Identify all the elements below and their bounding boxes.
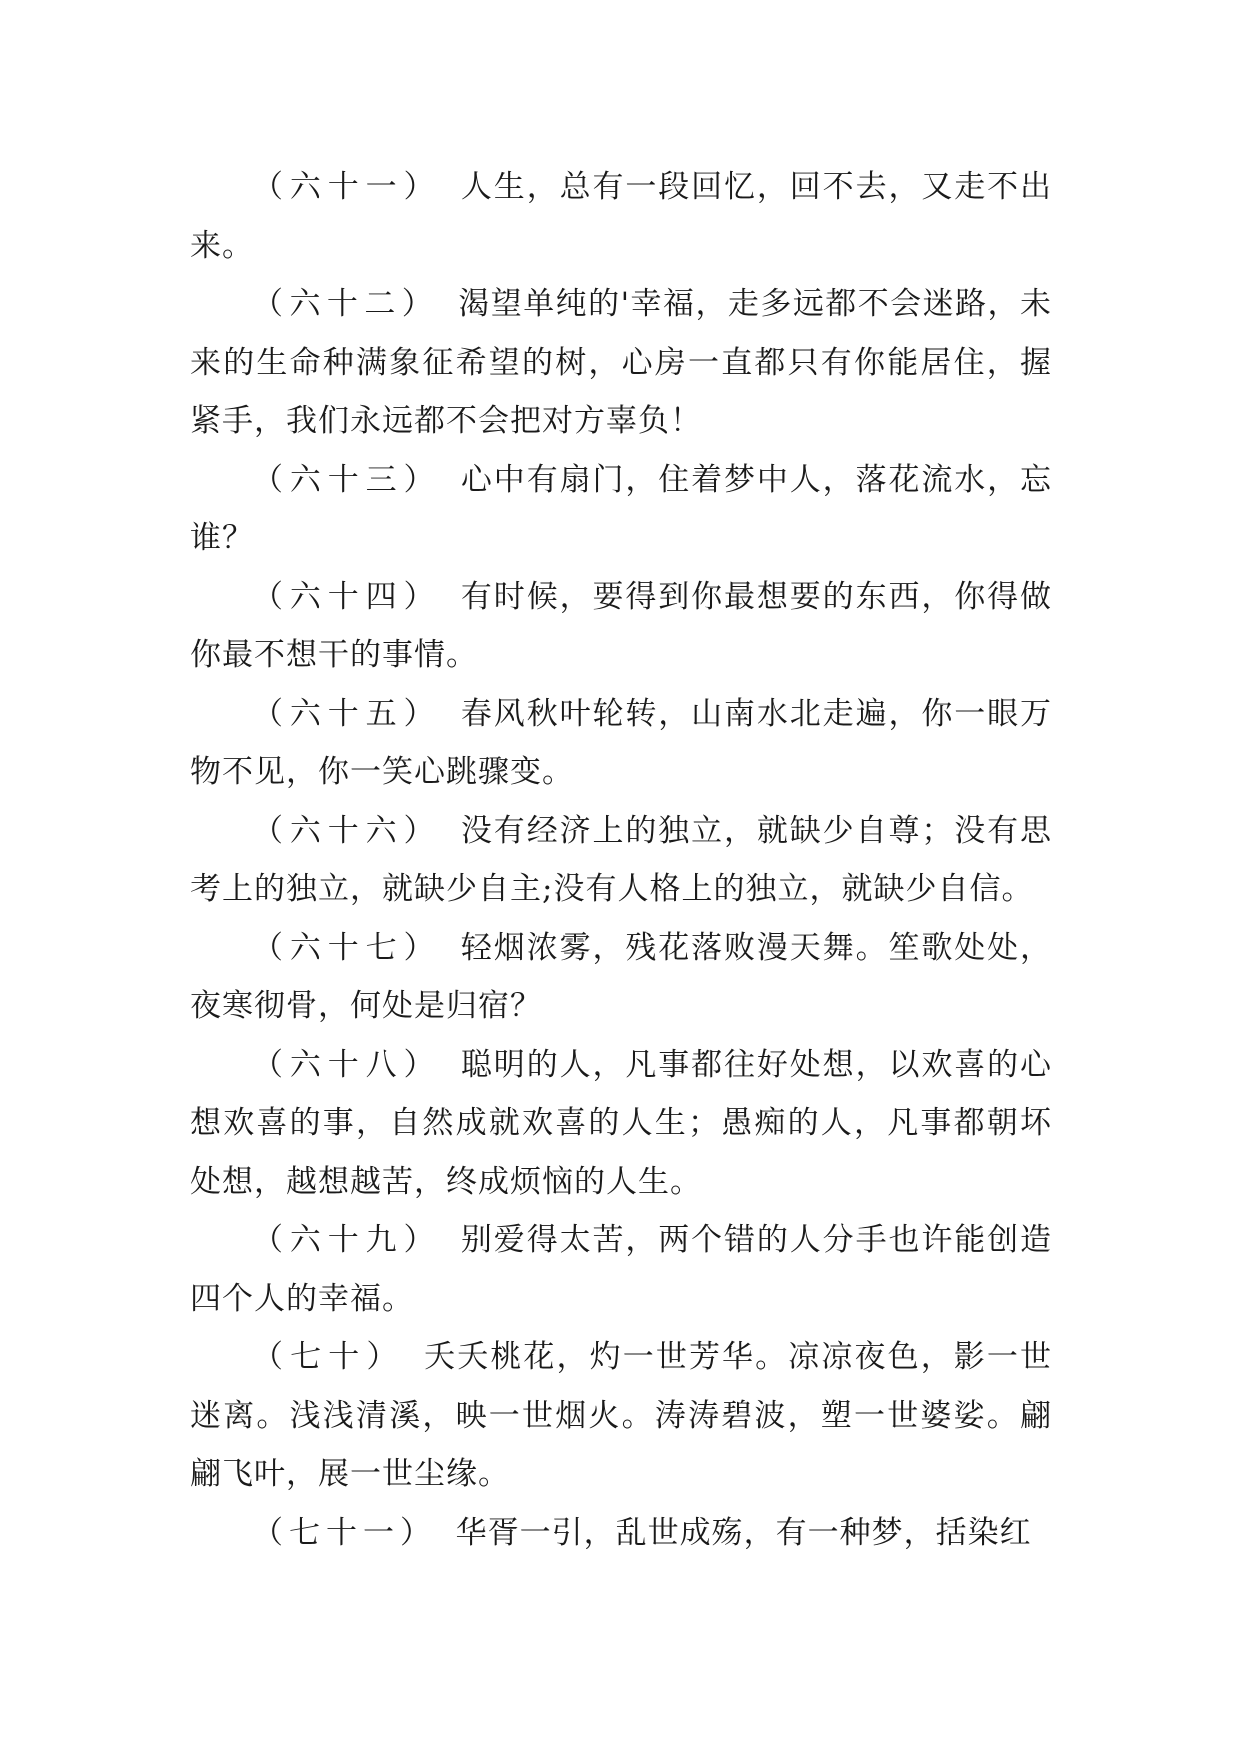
document-page [190,158,1052,1562]
paragraph-number: （六十四） [252,578,442,615]
paragraph-67 [190,919,1052,1036]
paragraph-68 [190,1036,1052,1212]
paragraph-text: 聪明的人，凡事都往好处想，以欢喜的心想欢喜的事，自然成就欢喜的人生；愚痴的人，凡事都朝坏处想，越想越苦，终成烦恼的人生。 [190,1046,1052,1200]
paragraph-61 [190,158,1052,275]
paragraph-63 [190,451,1052,568]
paragraph-65 [190,685,1052,802]
paragraph-71 [190,1504,1052,1563]
paragraph-64 [190,568,1052,685]
paragraph-number: （七十一） [252,1514,437,1551]
paragraph-69 [190,1211,1052,1328]
paragraph-number: （六十九） [252,1222,442,1258]
paragraph-number: （七十） [252,1339,405,1375]
paragraph-text: 华胥一引，乱世成殇，有一种梦，括染红 [455,1514,1032,1551]
paragraph-text: 有时候，要得到你最想要的东西，你得做你最不想干的事情。 [190,578,1052,673]
paragraph-text: 夭夭桃花，灼一世芳华。凉凉夜色，影一世迷离。浅浅清溪，映一世烟火。涛涛碧波，塑一世婆娑。翩翩飞叶，展一世尘缘。 [190,1339,1053,1492]
paragraph-number: （六十三） [252,461,442,498]
paragraph-number: （六十七） [252,929,442,966]
paragraph-number: （六十八） [252,1046,442,1083]
paragraph-text: 人生，总有一段回忆，回不去，又走不出来。 [190,169,1052,264]
paragraph-text: 没有经济上的独立，就缺少自尊；没有思考上的独立，就缺少自主;没有人格上的独立，就缺少自信。 [190,812,1052,907]
paragraph-text: 渴望单纯的'幸福，走多远都不会迷路，未来的生命种满象征希望的树，心房一直都只有你能居住，握紧手，我们永远都不会把对方辜负！ [190,286,1052,439]
paragraph-62 [190,275,1052,451]
paragraph-number: （六十二） [252,286,440,322]
paragraph-number: （六十一） [252,169,442,205]
paragraph-text: 春风秋叶轮转，山南水北走遍，你一眼万物不见，你一笑心跳骤变。 [190,695,1052,790]
paragraph-text: 别爱得太苦，两个错的人分手也许能创造四个人的幸福。 [190,1222,1052,1317]
paragraph-70 [190,1328,1052,1504]
paragraph-number: （六十六） [252,812,442,849]
paragraph-number: （六十五） [252,695,442,732]
paragraph-text: 轻烟浓雾，残花落败漫天舞。笙歌处处，夜寒彻骨，何处是归宿？ [190,929,1052,1024]
paragraph-text: 心中有扇门，住着梦中人，落花流水，忘谁？ [190,461,1052,556]
paragraph-66 [190,802,1052,919]
